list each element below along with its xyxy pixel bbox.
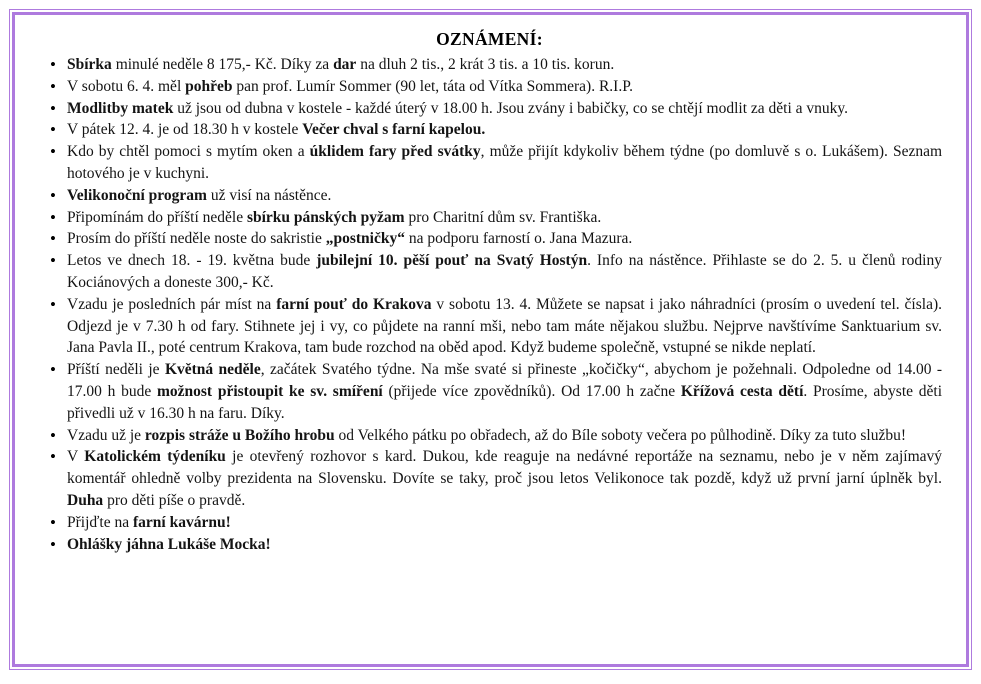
announcement-text: je otevřený rozhovor s kard. Dukou, kde reaguje na nedávné reportáže na seznamu, nebo je v něm zajímavý komentář ohledně volby prezidenta na Slovensku. Dovíte se taky, proč jsou letos Velikonoce tak pozdě, když už první jarní úplněk byl. <box>67 448 943 488</box>
announcement-item <box>67 534 942 556</box>
announcement-item <box>67 250 942 294</box>
announcement-text: pan prof. Lumír Sommer (90 let, táta od Vítka Sommera). R.I.P. <box>232 77 633 95</box>
page-title: OZNÁMENÍ: <box>436 29 543 49</box>
announcement-text: už jsou od dubna v kostele - každé úterý v 18.00 h. Jsou zvány i babičky, co se chtějí modlit za děti a vnuky. <box>173 99 849 117</box>
announcement-text: Připomínám do příští neděle <box>67 208 247 226</box>
announcement-text-bold: dar <box>333 56 357 73</box>
announcement-text: pro Charitní dům sv. Františka. <box>404 208 602 226</box>
announcement-text: Prosím do příští neděle noste do sakristie <box>67 230 326 248</box>
announcement-text-bold: Duha <box>67 491 104 509</box>
announcement-text: Vzadu už je <box>67 426 145 444</box>
decorative-page-border <box>9 9 972 670</box>
announcement-text: V pátek 12. 4. je od 18.30 h v kostele <box>67 121 303 139</box>
announcement-item <box>67 425 942 447</box>
announcement-text: , může přijít kdykoliv během týdne (po domluvě s o. Lukášem). Seznam hotového je v kuchyni. <box>67 143 943 182</box>
announcement-item <box>67 446 942 511</box>
announcement-text-bold: Večer chval s farní kapelou. <box>302 121 486 139</box>
announcement-text-bold: farní kavárnu! <box>132 513 231 531</box>
announcement-text: na dluh 2 tis., 2 krát 3 tis. a 10 tis. korun. <box>356 56 615 73</box>
announcement-text-bold: Velikonoční program <box>67 186 207 204</box>
announcement-item <box>67 141 942 185</box>
announcement-text: pro děti píše o pravdě. <box>103 491 246 509</box>
announcement-item <box>67 359 942 424</box>
announcement-item <box>67 54 942 76</box>
announcement-text: Letos ve dnech 18. - 19. května bude <box>67 252 317 270</box>
announcement-text-bold: jubilejní 10. pěší pouť na Svatý Hostýn <box>316 252 588 270</box>
announcement-text: V <box>67 448 85 466</box>
announcement-item <box>67 228 942 250</box>
announcement-text-bold: Modlitby matek <box>67 99 174 117</box>
announcement-item <box>67 207 942 229</box>
announcement-text-bold: Ohlášky jáhna Lukáše Mocka! <box>67 535 271 553</box>
announcement-item <box>67 119 942 141</box>
announcement-item <box>67 185 942 207</box>
announcement-text: od Velkého pátku po obřadech, až do Bíle soboty večera po půlhodině. Díky za tuto službu! <box>334 426 907 444</box>
announcement-text-bold: Květná neděle <box>164 361 261 379</box>
announcement-text-bold: úklidem fary před svátky <box>309 143 481 161</box>
announcement-item <box>67 76 942 98</box>
announcement-text-bold: Katolickém týdeníku <box>84 448 226 466</box>
announcement-text: V sobotu 6. 4. měl <box>67 77 186 95</box>
announcement-item <box>67 512 942 534</box>
announcement-text: (přijede více zpovědníků). Od 17.00 h začne <box>382 382 681 400</box>
announcement-item <box>67 98 942 120</box>
announcement-item <box>67 294 942 359</box>
announcement-text: . Info na nástěnce. Přihlaste se do 2. 5. u členů rodiny Kociánových a doneste 300,- Kč. <box>67 252 942 291</box>
announcements-list <box>37 54 942 555</box>
announcement-text-bold: možnost přistoupit ke sv. smíření <box>156 382 383 400</box>
announcement-text: Kdo by chtěl pomoci s mytím oken a <box>67 143 310 161</box>
announcement-text-bold: farní pouť do Krakova <box>276 295 432 313</box>
announcement-text: Příští neděli je <box>67 361 165 379</box>
announcement-text-bold: pohřeb <box>185 77 233 95</box>
announcement-text: na podporu farností o. Jana Mazura. <box>404 230 633 248</box>
announcement-text: Vzadu je posledních pár míst na <box>67 295 277 313</box>
announcement-text: Přijďte na <box>67 513 133 531</box>
announcement-text: . Prosíme, abyste děti přivedli už v 16.30 h na faru. Díky. <box>67 382 943 422</box>
announcement-text: minulé neděle 8 175,- Kč. Díky za <box>111 56 334 73</box>
announcement-document <box>12 12 969 667</box>
announcement-text: v sobotu 13. 4. Můžete se napsat i jako náhradníci (prosím o uvedení tel. čísla). Odjezd je v 7.30 h od fary. Stihnete jej i vy, co půjdete na ranní mši, nebo tam máte nějakou službu. Nejprve navštívíme Sanktuarium sv. Jana Pavla II., poté centrum Krakova, tam bude rozchod na oběd apod. Když budeme společně, vstupné se nikde neplatí. <box>67 295 942 357</box>
announcement-text-bold: „postničky“ <box>325 230 405 248</box>
announcement-text-bold: Sbírka <box>67 56 112 73</box>
announcement-text-bold: Křížová cesta dětí <box>680 382 804 400</box>
announcement-text: , začátek Svatého týdne. Na mše svaté si přineste „kočičky“, abychom je požehnali. Odpoledne od 14.00 - 17.00 h bude <box>67 361 943 400</box>
announcement-text-bold: sbírku pánských pyžam <box>246 208 405 226</box>
announcement-text-bold: rozpis stráže u Božího hrobu <box>144 426 335 444</box>
announcement-text: už visí na nástěnce. <box>206 186 332 204</box>
